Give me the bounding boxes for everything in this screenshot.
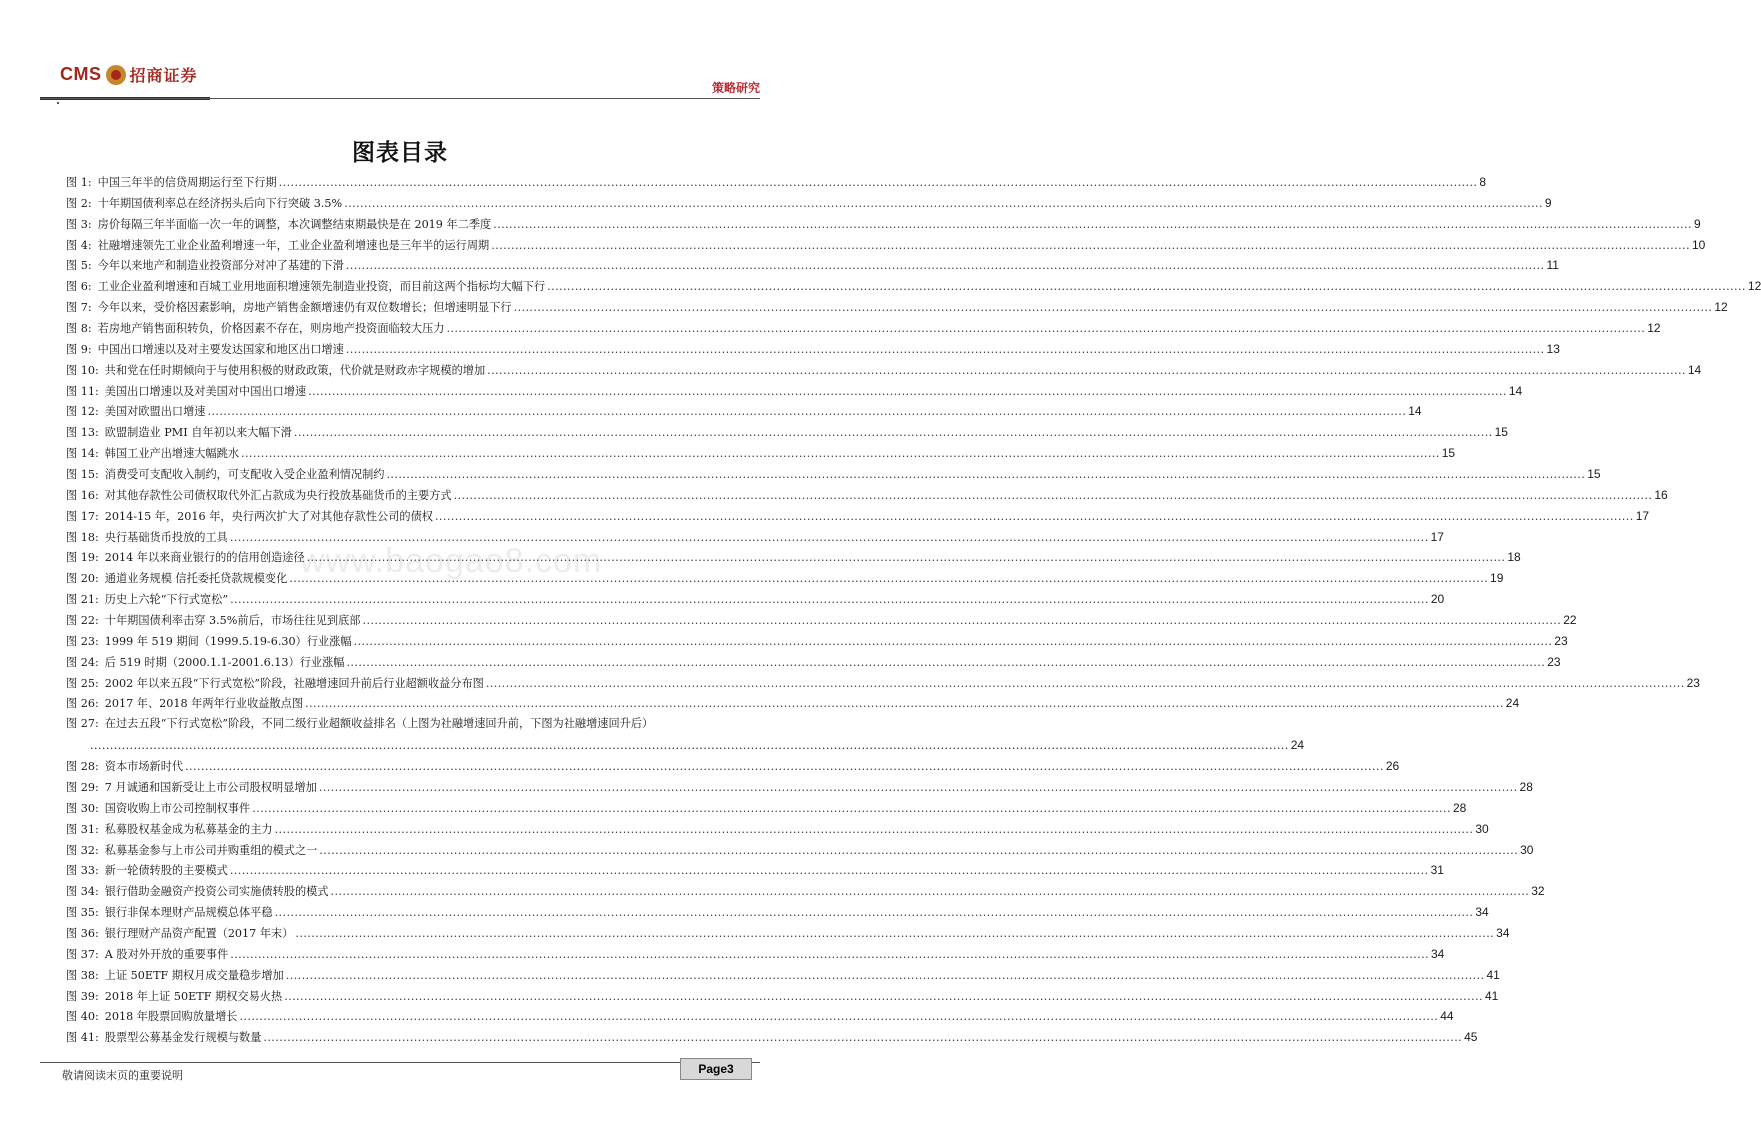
toc-entry-title: 十年期国债利率总在经济拐头后向下行突破 3.5%: [97, 196, 343, 210]
toc-leader-dots: [230, 945, 1429, 966]
toc-entry-page: 28: [1452, 800, 1467, 815]
toc-entry-number: 图 17:: [66, 509, 99, 523]
toc-entry-number: 图 14:: [66, 447, 99, 461]
cms-logo: [60, 63, 198, 86]
toc-entry-number: 图 25:: [66, 676, 99, 690]
toc-entry[interactable]: [66, 860, 1444, 881]
toc-leader-dots: [284, 987, 1483, 1008]
toc-entry-title: 央行基础货币投放的工具: [104, 530, 228, 544]
toc-entry-number: 图 39:: [66, 989, 99, 1003]
toc-entry-page: 23: [1554, 633, 1568, 648]
toc-entry-number: 图 6:: [66, 280, 92, 294]
toc-entry[interactable]: [66, 401, 1422, 422]
toc-entry-number: 图 34:: [66, 885, 99, 899]
toc-leader-dots: [294, 423, 1493, 444]
toc-entry[interactable]: [66, 1027, 1478, 1048]
toc-entry[interactable]: [66, 777, 1533, 798]
toc-entry-number: 图 35:: [66, 906, 99, 920]
logo-company-name: 招商证券: [129, 66, 198, 85]
toc-entry-page: 22: [1563, 613, 1577, 628]
toc-entry-title: 中国三年半的信贷周期运行至下行期: [97, 176, 277, 189]
toc-entry[interactable]: [66, 235, 1706, 256]
toc-entry[interactable]: [66, 1006, 1454, 1027]
toc-leader-dots: [307, 548, 1506, 569]
toc-entry-title: 股票型公募基金发行规模与数量: [104, 1031, 262, 1045]
toc-entry[interactable]: [66, 693, 1520, 714]
toc-entry[interactable]: [66, 381, 1523, 402]
toc-entry-number: 图 2:: [66, 196, 92, 210]
toc-entry-title: 银行借助金融资产投资公司实施债转股的模式: [104, 885, 329, 899]
toc-entry[interactable]: [66, 610, 1577, 631]
toc-entry-title: 2014 年以来商业银行的的信用创造途径: [104, 551, 305, 565]
toc-entry-page: 13: [1546, 341, 1560, 356]
toc-entry[interactable]: [66, 673, 1700, 694]
toc-entry-page: 8: [1479, 175, 1487, 189]
toc-entry-title: 在过去五段“下行式宽松”阶段，不同二级行业超额收益排名（上图为社融增速回升前，下图为社融增速回升后）: [104, 717, 654, 731]
toc-entry-title: 房价每隔三年半面临一次一年的调整，本次调整结束期最快是在 2019 年二季度: [97, 217, 492, 231]
toc-leader-dots: [346, 653, 1545, 674]
toc-entry-title: 社融增速领先工业企业盈利增速一年，工业企业盈利增速也是三年半的运行周期: [97, 238, 490, 252]
toc-leader-dots: [346, 340, 1545, 361]
toc-entry-number: 图 28:: [66, 760, 99, 774]
toc-entry-page: 12: [1747, 279, 1761, 294]
toc-entry-title: 银行非保本理财产品规模总体平稳: [104, 906, 273, 920]
toc-entry-title: 后 519 时期（2000.1.1-2001.6.13）行业涨幅: [104, 655, 345, 669]
toc-entry-title: 通道业务规模 信托委托贷款规模变化: [104, 572, 288, 586]
toc-entry-title: 消费受可支配收入制约，可支配收入受企业盈利情况制约: [104, 468, 385, 482]
toc-entry[interactable]: [66, 840, 1534, 861]
toc-leader-dots: [386, 465, 1585, 486]
page-header: [0, 0, 800, 110]
toc-entry-page: 16: [1654, 487, 1668, 502]
toc-entry[interactable]: [66, 944, 1445, 965]
toc-leader-dots: [230, 528, 1429, 549]
toc-entry[interactable]: [66, 986, 1499, 1007]
toc-entry-page: 12: [1647, 321, 1661, 336]
toc-entry[interactable]: [66, 172, 1487, 193]
toc-entry-title: 韩国工业产出增速大幅跳水: [104, 447, 240, 461]
toc-leader-dots: [362, 611, 1561, 632]
toc-entry-number: 图 9:: [66, 342, 92, 356]
toc-entry[interactable]: [66, 339, 1560, 360]
toc-entry-page: 26: [1385, 759, 1400, 774]
toc-entry-page: 17: [1635, 508, 1650, 523]
toc-leader-dots: [308, 382, 1507, 403]
toc-entry-number: 图 26:: [66, 697, 99, 711]
toc-entry[interactable]: [66, 902, 1489, 923]
toc-entry[interactable]: [66, 923, 1510, 944]
toc-entry-title: 私募基金参与上市公司并购重组的模式之一: [104, 843, 318, 857]
toc-entry-page: 32: [1531, 884, 1545, 899]
toc-entry-number: 图 1:: [66, 176, 92, 189]
toc-entry-page: 10: [1691, 237, 1706, 252]
toc-entry[interactable]: [66, 276, 1761, 297]
toc-entry-number: 图 20:: [66, 572, 99, 586]
toc-leader-dots: [185, 757, 1384, 778]
toc-entry-page: 14: [1508, 383, 1523, 398]
toc-entry-page: 23: [1547, 654, 1561, 669]
toc-leader-dots: [239, 1007, 1438, 1028]
toc-entry-page: 34: [1475, 905, 1489, 920]
toc-entry-title: 2002 年以来五段“下行式宽松”阶段，社融增速回升前后行业超额收益分布图: [104, 676, 484, 690]
toc-leader-dots: [289, 569, 1488, 590]
page-title: 图表目录: [352, 140, 448, 166]
toc-entry-title: A 股对外开放的重要事件: [104, 947, 229, 961]
toc-leader-dots: [435, 507, 1634, 528]
toc-leader-dots: [491, 236, 1690, 257]
toc-leader-dots: [344, 194, 1543, 215]
toc-leader-dots: [487, 361, 1686, 382]
toc-entry[interactable]: [66, 443, 1456, 464]
toc-entry-title: 美国对欧盟出口增速: [104, 405, 206, 419]
toc-entry[interactable]: [66, 214, 1701, 235]
toc-entry-title: 美国出口增速以及对美国对中国出口增速: [104, 384, 307, 398]
toc-entry[interactable]: [66, 819, 1489, 840]
toc-entry-page: 24: [1290, 738, 1305, 753]
toc-leader-dots: [319, 841, 1518, 862]
toc-entry-number: 图 40:: [66, 1010, 99, 1024]
toc-entry[interactable]: [66, 631, 1568, 652]
toc-entry-page: 15: [1587, 467, 1601, 482]
toc-entry-number: 图 19:: [66, 551, 99, 565]
toc-entry-number: 图 30:: [66, 801, 99, 815]
toc-entry[interactable]: [66, 422, 1508, 443]
toc-entry-page: 11: [1546, 258, 1559, 273]
toc-entry[interactable]: [66, 568, 1504, 589]
toc-entry-number: 图 16:: [66, 488, 99, 502]
logo-mark-icon: [106, 65, 126, 85]
toc-entry-title: 私募股权基金成为私募基金的主力: [104, 822, 273, 836]
toc-entry-page: 18: [1507, 550, 1521, 565]
toc-entry-number: 图 13:: [66, 426, 99, 440]
toc-entry-number: 图 36:: [66, 926, 99, 940]
toc-entry-number: 图 38:: [66, 968, 99, 982]
toc-entry-title: 历史上六轮“下行式宽松”: [104, 593, 229, 607]
toc-entry-title: 若房地产销售面积转负，价格因素不存在，则房地产投资面临较大压力: [97, 322, 445, 336]
toc-entry-page: 14: [1408, 404, 1422, 419]
toc-leader-dots: [547, 277, 1746, 298]
toc-entry-title: 2018 年上证 50ETF 期权交易火热: [104, 989, 283, 1003]
toc-entry-page: 28: [1519, 779, 1533, 794]
toc-entry-title: 新一轮债转股的主要模式: [104, 864, 228, 878]
toc-entry-title: 上证 50ETF 期权月成交量稳步增加: [104, 968, 284, 982]
header-dot: [57, 102, 59, 104]
toc-entry-title: 今年以来，受价格因素影响，房地产销售金额增速仍有双位数增长；但增速明显下行: [97, 301, 512, 315]
toc-entry-number: 图 33:: [66, 864, 99, 878]
table-of-figures: [66, 172, 1761, 1048]
toc-entry-title: 2014-15 年，2016 年，央行两次扩大了对其他存款性公司的债权: [104, 509, 433, 523]
toc-leader-dots: [354, 632, 1553, 653]
header-divider: [40, 98, 760, 99]
toc-entry[interactable]: [66, 756, 1400, 777]
toc-leader-dots: [252, 799, 1451, 820]
toc-entry-continuation: [66, 735, 1305, 756]
toc-leader-dots: [346, 256, 1545, 277]
toc-entry-page: 9: [1693, 216, 1701, 231]
toc-entry-page: 9: [1544, 195, 1552, 210]
toc-entry[interactable]: [66, 527, 1444, 548]
toc-entry-number: 图 8:: [66, 322, 92, 336]
watermark: www.baogao8.com: [300, 542, 603, 580]
toc-leader-dots: [279, 173, 1478, 194]
toc-entry[interactable]: [66, 589, 1445, 610]
toc-entry[interactable]: [66, 506, 1650, 527]
toc-entry[interactable]: [66, 714, 761, 735]
toc-entry-number: 图 12:: [66, 405, 99, 419]
toc-entry-number: 图 15:: [66, 468, 99, 482]
toc-entry-page: 41: [1486, 967, 1500, 982]
toc-entry-page: 34: [1431, 946, 1445, 961]
toc-leader-dots: [275, 903, 1474, 924]
section-label: 策略研究: [711, 81, 760, 95]
toc-leader-dots: [230, 590, 1429, 611]
toc-leader-dots: [446, 319, 1645, 340]
page-number-badge: Page3: [680, 1058, 752, 1080]
toc-entry-page: 15: [1441, 446, 1456, 461]
toc-entry-number: 图 41:: [66, 1031, 99, 1045]
toc-leader-dots: [486, 674, 1685, 695]
toc-entry[interactable]: [66, 464, 1601, 485]
toc-entry-page: 34: [1496, 925, 1510, 940]
toc-entry-title: 2018 年股票回购放量增长: [104, 1010, 238, 1024]
toc-leader-dots: [514, 298, 1713, 319]
toc-entry-title: 银行理财产品资产配置（2017 年末）: [104, 926, 294, 940]
toc-entry-number: 图 31:: [66, 822, 99, 836]
toc-leader-dots: [454, 486, 1653, 507]
toc-entry-page: 17: [1430, 529, 1444, 544]
toc-entry[interactable]: [66, 881, 1545, 902]
toc-entry-title: 今年以来地产和制造业投资部分对冲了基建的下滑: [97, 259, 344, 273]
toc-leader-dots: [295, 924, 1494, 945]
toc-entry-title: 资本市场新时代: [104, 760, 184, 774]
toc-entry-number: 图 22:: [66, 614, 99, 628]
toc-entry-page: 45: [1464, 1030, 1478, 1045]
toc-entry-title: 十年期国债利率击穿 3.5%前后，市场往往见到底部: [104, 614, 361, 628]
toc-entry[interactable]: [66, 360, 1702, 381]
toc-entry-title: 国资收购上市公司控制权事件: [104, 801, 251, 815]
toc-entry-page: 24: [1505, 696, 1520, 711]
toc-entry-title: 7 月诚通和国新受让上市公司股权明显增加: [104, 780, 317, 794]
toc-entry-number: 图 24:: [66, 655, 99, 669]
logo-cms-text: CMS: [60, 64, 102, 84]
toc-entry[interactable]: [66, 318, 1661, 339]
toc-leader-dots: [286, 966, 1485, 987]
toc-entry-page: 23: [1686, 675, 1700, 690]
toc-entry-title: 中国出口增速以及对主要发达国家和地区出口增速: [97, 342, 344, 356]
toc-entry-title: 2017 年、2018 年两年行业收益散点图: [104, 697, 304, 711]
toc-entry-page: 20: [1430, 592, 1445, 607]
toc-leader-dots: [305, 694, 1504, 715]
toc-entry-title: 对其他存款性公司债权取代外汇占款成为央行投放基础货币的主要方式: [104, 488, 452, 502]
toc-entry-number: 图 23:: [66, 634, 99, 648]
toc-entry-number: 图 32:: [66, 843, 99, 857]
toc-entry-title: 欧盟制造业 PMI 自年初以来大幅下滑: [104, 426, 292, 440]
toc-entry-title: 共和党在任时期倾向于与使用积极的财政政策，代价就是财政赤字规模的增加: [104, 363, 486, 377]
toc-entry[interactable]: [66, 965, 1500, 986]
toc-entry-number: 图 4:: [66, 238, 92, 252]
toc-entry-page: 41: [1484, 988, 1499, 1003]
footer-disclaimer: 敬请阅读末页的重要说明: [62, 1069, 183, 1082]
toc-entry-number: 图 10:: [66, 363, 99, 377]
toc-entry-page: 19: [1490, 571, 1504, 586]
toc-leader-dots: [241, 444, 1440, 465]
toc-leader-dots: [319, 778, 1518, 799]
toc-entry-page: 44: [1440, 1009, 1454, 1024]
toc-entry[interactable]: [66, 297, 1728, 318]
toc-entry-number: 图 29:: [66, 780, 99, 794]
toc-entry-number: 图 18:: [66, 530, 99, 544]
toc-entry[interactable]: [66, 798, 1467, 819]
toc-entry-title: 工业企业盈利增速和百城工业用地面积增速领先制造业投资，而目前这两个指标均大幅下行: [97, 280, 546, 294]
toc-entry[interactable]: [66, 255, 1559, 276]
toc-entry-number: 图 7:: [66, 301, 92, 315]
toc-leader-dots: [207, 402, 1406, 423]
toc-entry[interactable]: [66, 485, 1668, 506]
toc-entry-page: 30: [1520, 842, 1534, 857]
toc-leader-dots: [90, 736, 1289, 757]
toc-entry-number: 图 5:: [66, 259, 92, 273]
toc-leader-dots: [275, 820, 1474, 841]
toc-entry-title: 1999 年 519 期间（1999.5.19-6.30）行业涨幅: [104, 634, 352, 648]
toc-entry-number: 图 11:: [66, 384, 99, 398]
footer-divider: [40, 1062, 760, 1063]
toc-entry[interactable]: [66, 547, 1521, 568]
toc-entry-page: 30: [1475, 821, 1489, 836]
toc-entry-page: 31: [1430, 863, 1444, 878]
toc-entry[interactable]: [66, 652, 1561, 673]
toc-entry-number: 图 37:: [66, 947, 99, 961]
toc-entry-number: 图 21:: [66, 593, 99, 607]
toc-leader-dots: [263, 1028, 1462, 1049]
toc-entry[interactable]: [66, 193, 1552, 214]
toc-entry-page: 15: [1494, 425, 1508, 440]
toc-entry-number: 图 27:: [66, 717, 99, 731]
toc-leader-dots: [493, 215, 1692, 236]
toc-entry-number: 图 3:: [66, 217, 92, 231]
toc-entry-page: 12: [1714, 300, 1728, 315]
toc-leader-dots: [331, 882, 1530, 903]
toc-entry-page: 14: [1687, 362, 1702, 377]
toc-leader-dots: [230, 861, 1429, 882]
